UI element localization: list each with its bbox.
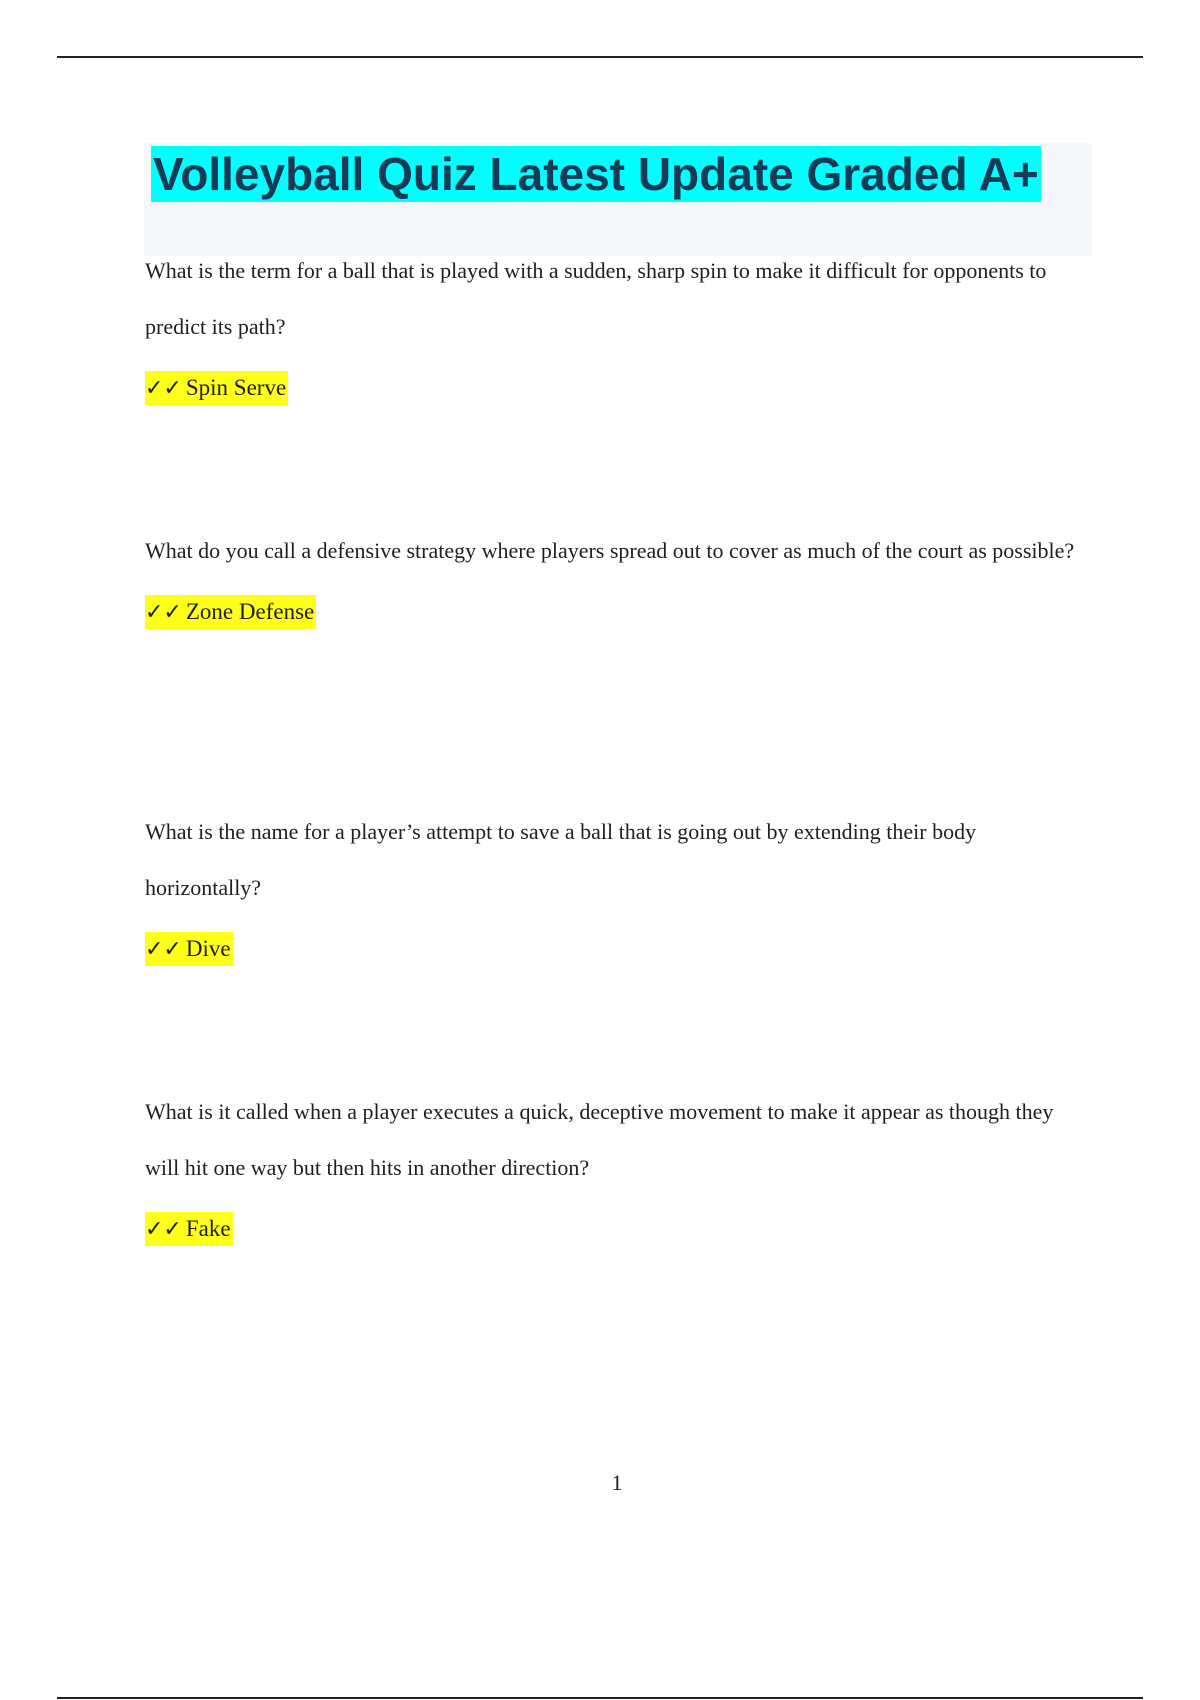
answer-text: Spin Serve <box>185 375 287 400</box>
answer-text: Zone Defense <box>185 599 315 624</box>
quiz-item-1 <box>145 243 1075 405</box>
quiz-item-2 <box>145 523 1075 629</box>
page-number: 1 <box>611 1470 623 1495</box>
answer-highlight <box>145 932 233 966</box>
answer-text: Fake <box>185 1216 231 1241</box>
answer-highlight <box>145 1212 233 1246</box>
double-check-icon: ✓✓ <box>145 1217 182 1242</box>
question-text: What is the term for a ball that is played with a sudden, sharp spin to make it difficult for opponents to predict its path? <box>145 258 1047 339</box>
double-check-icon: ✓✓ <box>145 937 182 962</box>
footer-rule <box>57 1697 1143 1699</box>
answer-highlight <box>145 371 288 405</box>
question-text: What is the name for a player’s attempt to save a ball that is going out by extending their body horizontally? <box>145 819 977 900</box>
answer-highlight <box>145 595 316 629</box>
double-check-icon: ✓✓ <box>145 376 182 401</box>
question-text: What is it called when a player executes a quick, deceptive movement to make it appear as though they will hit one way but then hits in another direction? <box>145 1099 1054 1180</box>
header-rule <box>57 56 1143 58</box>
double-check-icon: ✓✓ <box>145 600 182 625</box>
answer-text: Dive <box>185 936 231 961</box>
quiz-item-4 <box>145 1084 1075 1246</box>
document-title: Volleyball Quiz Latest Update Graded A+ <box>153 148 1039 200</box>
quiz-item-3 <box>145 804 1075 966</box>
question-text: What do you call a defensive strategy where players spread out to cover as much of the court as possible? <box>145 538 1075 563</box>
